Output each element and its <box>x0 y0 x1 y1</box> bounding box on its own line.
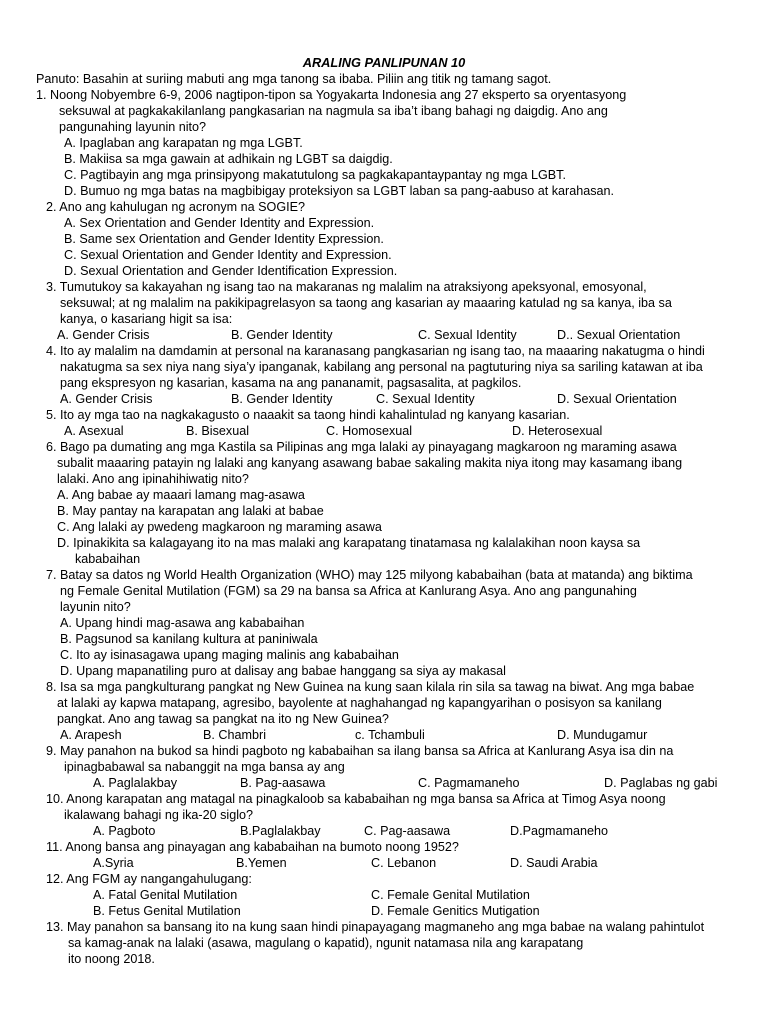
question-1-line-3: pangunahing layunin nito? <box>59 120 207 134</box>
question-11-line-1: 11. Anong bansa ang pinayagan ang kababaihan na bumoto noong 1952? <box>46 840 459 854</box>
question-9-line-2: ipinagbabawal sa nabanggit na mga bansa ay ang <box>64 760 345 774</box>
question-6-option-c[interactable]: C. Ang lalaki ay pwedeng magkaroon ng maraming asawa <box>57 520 382 534</box>
question-8-line-2: at lalaki ay kapwa matapang, agresibo, bayolente at naghahangad ng kapangyarihan o posisyon sa kanilang <box>57 696 662 710</box>
question-1-line-1: 1. Noong Nobyembre 6-9, 2006 nagtipon-tipon sa Yogyakarta Indonesia ang 27 eksperto sa oryentasyong <box>36 88 627 102</box>
question-3-option-b[interactable]: B. Gender Identity <box>231 328 333 342</box>
question-4-option-a[interactable]: A. Gender Crisis <box>60 392 153 406</box>
question-5-option-a[interactable]: A. Asexual <box>64 424 124 438</box>
question-5-option-d[interactable]: D. Heterosexual <box>512 424 603 438</box>
question-7-line-1: 7. Batay sa datos ng World Health Organization (WHO) may 125 milyong kababaihan (bata at matanda) ang biktima <box>46 568 693 582</box>
question-10-option-a[interactable]: A. Pagboto <box>93 824 156 838</box>
question-9-line-1: 9. May panahon na bukod sa hindi pagboto ng kababaihan sa ilang bansa sa Africa at Kanlurang Asya isa din na <box>46 744 674 758</box>
question-4-option-d[interactable]: D. Sexual Orientation <box>557 392 677 406</box>
question-10-option-d[interactable]: D.Pagmamaneho <box>510 824 609 838</box>
question-4-option-c[interactable]: C. Sexual Identity <box>376 392 475 406</box>
question-13-line-1: 13. May panahon sa bansang ito na kung saan hindi pinapayagang magmaneho ang mga babae na walang pahintulot <box>46 920 705 934</box>
question-5-option-c[interactable]: C. Homosexual <box>326 424 413 438</box>
question-8-line-3: pangkat. Ano ang tawag sa pangkat na ito ng New Guinea? <box>57 712 389 726</box>
question-8-option-c[interactable]: c. Tchambuli <box>355 728 425 742</box>
question-13-line-2: sa kamag-anak na lalaki (asawa, magulang o kapatid), ngunit natamasa nila ang karapatang <box>68 936 584 950</box>
question-7-line-3: layunin nito? <box>60 600 131 614</box>
question-8-line-1: 8. Isa sa mga pangkulturang pangkat ng New Guinea na kung saan kilala rin sila sa tawag na biwat. Ang mga babae <box>46 680 695 694</box>
question-12-line-1: 12. Ang FGM ay nangangahulugang: <box>46 872 252 886</box>
question-10-line-1: 10. Anong karapatan ang matagal na pinagkaloob sa kababaihan ng mga bansa sa Africa at Timog Asya noong <box>46 792 666 806</box>
question-2-option-d[interactable]: D. Sexual Orientation and Gender Identification Expression. <box>64 264 398 278</box>
question-3-option-d[interactable]: D.. Sexual Orientation <box>557 328 681 342</box>
question-4-option-b[interactable]: B. Gender Identity <box>231 392 333 406</box>
question-7-option-a[interactable]: A. Upang hindi mag-asawa ang kababaihan <box>60 616 305 630</box>
question-4-line-3: pang ekspresyon ng kasarian, kasama na ang pananamit, pagsasalita, at pagkilos. <box>60 376 522 390</box>
question-1-option-a[interactable]: A. Ipaglaban ang karapatan ng mga LGBT. <box>64 136 303 150</box>
question-9-option-b[interactable]: B. Pag-aasawa <box>240 776 326 790</box>
question-8-option-b[interactable]: B. Chambri <box>203 728 266 742</box>
question-3-line-1: 3. Tumutukoy sa kakayahan ng isang tao na makaranas ng malalim na atraksiyong apeksyonal, emosyonal, <box>46 280 647 294</box>
question-2-option-c[interactable]: C. Sexual Orientation and Gender Identity and Expression. <box>64 248 392 262</box>
question-3-option-a[interactable]: A. Gender Crisis <box>57 328 150 342</box>
question-1-option-b[interactable]: B. Makiisa sa mga gawain at adhikain ng LGBT sa daigdig. <box>64 152 393 166</box>
question-7-line-2: ng Female Genital Mutilation (FGM) sa 29 na bansa sa Africa at Kanlurang Asya. Ano ang pangunahing <box>60 584 637 598</box>
question-8-option-a[interactable]: A. Arapesh <box>60 728 122 742</box>
question-12-option-a[interactable]: A. Fatal Genital Mutilation <box>93 888 238 902</box>
instructions: Panuto: Basahin at suriing mabuti ang mga tanong sa ibaba. Piliin ang titik ng tamang sagot. <box>36 72 552 86</box>
question-9-option-a[interactable]: A. Paglalakbay <box>93 776 178 790</box>
question-9-option-d[interactable]: D. Paglabas ng gabi <box>604 776 718 790</box>
question-11-option-b[interactable]: B.Yemen <box>236 856 287 870</box>
question-9-option-c[interactable]: C. Pagmamaneho <box>418 776 520 790</box>
question-4-line-1: 4. Ito ay malalim na damdamin at personal na karanasang pangkasarian ng isang tao, na maaaring nakatugma o hindi <box>46 344 705 358</box>
question-1-option-d[interactable]: D. Bumuo ng mga batas na magbibigay proteksiyon sa LGBT laban sa pang-aabuso at karahasan. <box>64 184 615 198</box>
question-5-option-b[interactable]: B. Bisexual <box>186 424 249 438</box>
question-3-line-2: seksuwal; at ng malalim na pakikipagrelasyon sa taong ang kasarian ay maaaring katulad ng sa kanya, iba sa <box>60 296 672 310</box>
question-11-option-c[interactable]: C. Lebanon <box>371 856 437 870</box>
question-11-option-a[interactable]: A.Syria <box>93 856 134 870</box>
question-12-option-d[interactable]: D. Female Genitics Mutigation <box>371 904 540 918</box>
question-7-option-b[interactable]: B. Pagsunod sa kanilang kultura at paniniwala <box>60 632 318 646</box>
question-2-line-1: 2. Ano ang kahulugan ng acronym na SOGIE? <box>46 200 306 214</box>
question-2-option-b[interactable]: B. Same sex Orientation and Gender Identity Expression. <box>64 232 384 246</box>
question-6-option-d[interactable]: D. Ipinakikita sa kalagayang ito na mas malaki ang karapatang tinatamasa ng kalalakihan noon kaysa sa <box>57 536 641 550</box>
question-3-option-c[interactable]: C. Sexual Identity <box>418 328 517 342</box>
question-7-option-c[interactable]: C. Ito ay isinasagawa upang maging malinis ang kababaihan <box>60 648 399 662</box>
question-1-line-2: seksuwal at pagkakakilanlang pangkasarian na nagmula sa iba’t ibang bahagi ng daigdig. Ano ang <box>59 104 608 118</box>
question-8-option-d[interactable]: D. Mundugamur <box>557 728 648 742</box>
question-6-option-a[interactable]: A. Ang babae ay maaari lamang mag-asawa <box>57 488 305 502</box>
question-6-line-1: 6. Bago pa dumating ang mga Kastila sa Pilipinas ang mga lalaki ay pinayagang magkaroon ng maraming asawa <box>46 440 677 454</box>
question-7-option-d[interactable]: D. Upang mapanatiling puro at dalisay ang babae hanggang sa siya ay makasal <box>60 664 506 678</box>
question-6-option-b[interactable]: B. May pantay na karapatan ang lalaki at babae <box>57 504 324 518</box>
question-12-option-c[interactable]: C. Female Genital Mutilation <box>371 888 530 902</box>
question-5-line-1: 5. Ito ay mga tao na nagkakagusto o naaakit sa taong hindi kahalintulad ng kanyang kasarian. <box>46 408 570 422</box>
question-12-option-b[interactable]: B. Fetus Genital Mutilation <box>93 904 241 918</box>
question-11-option-d[interactable]: D. Saudi Arabia <box>510 856 598 870</box>
question-6-option-d-continued: kababaihan <box>75 552 141 566</box>
question-10-line-2: ikalawang bahagi ng ika-20 siglo? <box>64 808 254 822</box>
question-1-option-c[interactable]: C. Pagtibayin ang mga prinsipyong makatutulong sa pagkakapantaypantay ng mga LGBT. <box>64 168 566 182</box>
page-title: ARALING PANLIPUNAN 10 <box>302 55 466 70</box>
question-6-line-3: lalaki. Ano ang ipinahihiwatig nito? <box>57 472 249 486</box>
question-10-option-c[interactable]: C. Pag-aasawa <box>364 824 451 838</box>
question-10-option-b[interactable]: B.Paglalakbay <box>240 824 321 838</box>
question-4-line-2: nakatugma sa sex niya nang siya’y ipanganak, kabilang ang personal na pagtuturing niya sa sariling katawan at iba <box>60 360 703 374</box>
question-2-option-a[interactable]: A. Sex Orientation and Gender Identity and Expression. <box>64 216 375 230</box>
question-13-line-3: ito noong 2018. <box>68 952 155 966</box>
question-6-line-2: subalit maaaring patayin ng lalaki ang kanyang asawang babae sakaling makita niya itong may kasamang ibang <box>57 456 683 470</box>
question-3-line-3: kanya, o kasariang higit sa isa: <box>60 312 233 326</box>
